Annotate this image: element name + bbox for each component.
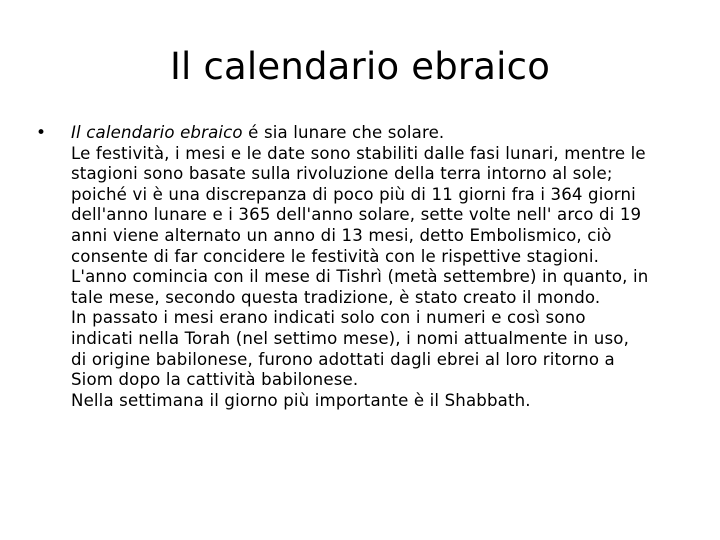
lead-text: é sia lunare che solare. [242, 123, 445, 142]
text-line: Le festività, i mesi e le date sono stabiliti dalle fasi lunari, mentre le [71, 143, 646, 163]
emphasis-text: Il calendario ebraico [71, 123, 243, 142]
text-line: stagioni sono basate sulla rivoluzione della terra intorno al sole; [71, 164, 613, 184]
text-line: In passato i mesi erano indicati solo con i numeri e così sono [71, 308, 586, 328]
text-line: indicati nella Torah (nel settimo mese), i nomi attualmente in uso, [71, 328, 629, 348]
text-line: tale mese, secondo questa tradizione, è stato creato il mondo. [71, 287, 601, 307]
text-line: consente di far concidere le festività con le rispettive stagioni. [71, 246, 600, 266]
slide-title: Il calendario ebraico [169, 45, 551, 88]
slide-content [36, 123, 688, 411]
text-line: dell'anno lunare e i 365 dell'anno solare, sette volte nell' arco di 19 [71, 205, 642, 225]
bullet-icon: • [36, 123, 47, 143]
bullet-text [71, 123, 688, 411]
text-line-1 [71, 123, 688, 144]
text-line: Siom dopo la cattività babilonese. [71, 370, 359, 390]
text-line: di origine babilonese, furono adottati dagli ebrei al loro ritorno a [71, 349, 615, 369]
text-line: Nella settimana il giorno più importante è il Shabbath. [71, 390, 531, 410]
text-line: L'anno comincia con il mese di Tishrì (metà settembre) in quanto, in [71, 267, 649, 287]
text-line: poiché vi è una discrepanza di poco più di 11 giorni fra i 364 giorni [71, 184, 636, 204]
text-line: anni viene alternato un anno di 13 mesi, detto Embolismico, ciò [71, 225, 612, 245]
bullet-item [36, 123, 688, 411]
